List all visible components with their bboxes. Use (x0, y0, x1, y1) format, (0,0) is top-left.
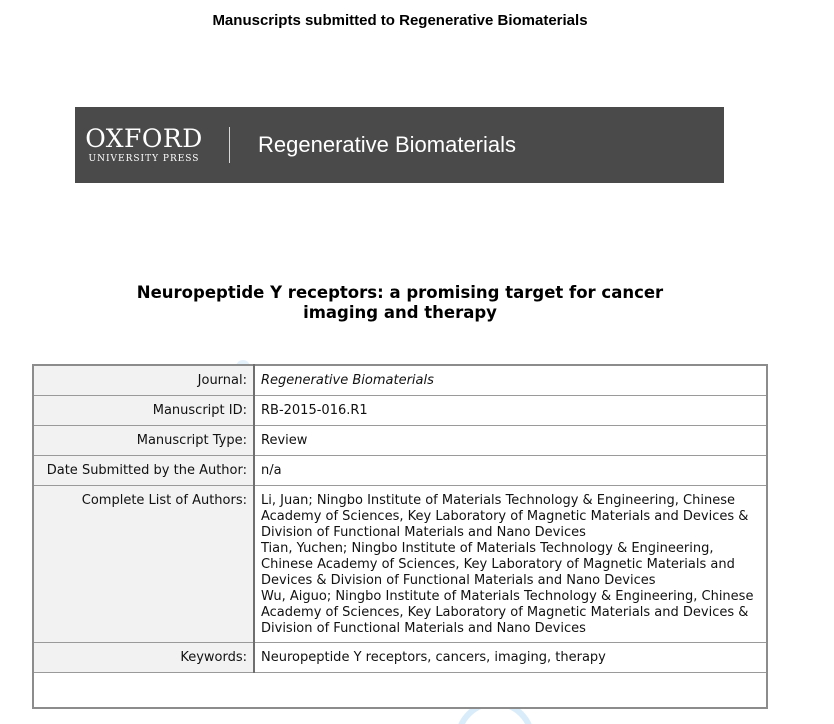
author-entry: Tian, Yuchen; Ningbo Institute of Materials Technology & Engineering, Chinese Academy of Sciences, Key Laboratory of Magnetic Materials and Devices & Division of Functional Materials and Nano Devices (261, 540, 735, 588)
table-row-journal (33, 365, 767, 395)
date-submitted-value: n/a (254, 455, 767, 485)
table-row-authors (33, 485, 767, 642)
journal-value: Regenerative Biomaterials (254, 365, 767, 395)
manuscript-type-value: Review (254, 425, 767, 455)
journal-label: Journal: (33, 365, 254, 395)
table-row-keywords (33, 642, 767, 672)
table-row-empty (33, 672, 767, 708)
table-row-manuscript-type (33, 425, 767, 455)
table-row-manuscript-id (33, 395, 767, 425)
oxford-logo (85, 126, 203, 164)
publisher-name: OXFORD (85, 124, 203, 153)
date-submitted-label: Date Submitted by the Author: (33, 455, 254, 485)
article-title (0, 283, 800, 323)
author-entry: Wu, Aiguo; Ningbo Institute of Materials Technology & Engineering, Chinese Academy of Sciences, Key Laboratory of Magnetic Materials and Devices & Division of Functional Materials and Nano Devices (261, 588, 754, 636)
empty-cell (33, 672, 767, 708)
manuscript-id-value: RB-2015-016.R1 (254, 395, 767, 425)
publisher-subtitle: UNIVERSITY PRESS (88, 154, 200, 164)
author-entry: Li, Juan; Ningbo Institute of Materials Technology & Engineering, Chinese Academy of Sciences, Key Laboratory of Magnetic Materials and Devices & Division of Functional Materials and Nano Devices (261, 492, 749, 540)
table-row-date-submitted (33, 455, 767, 485)
journal-banner (75, 107, 724, 183)
manuscript-type-label: Manuscript Type: (33, 425, 254, 455)
banner-divider (229, 127, 230, 163)
banner-journal-name: Regenerative Biomaterials (258, 132, 517, 157)
article-title-line-2: imaging and therapy (303, 303, 497, 322)
article-title-line-1: Neuropeptide Y receptors: a promising target for cancer (136, 283, 664, 302)
authors-value (254, 485, 767, 642)
authors-label: Complete List of Authors: (33, 485, 254, 642)
manuscript-metadata-table (32, 364, 768, 709)
page-header: Manuscripts submitted to Regenerative Biomaterials (212, 12, 588, 29)
keywords-label: Keywords: (33, 642, 254, 672)
manuscript-id-label: Manuscript ID: (33, 395, 254, 425)
keywords-value: Neuropeptide Y receptors, cancers, imaging, therapy (254, 642, 767, 672)
